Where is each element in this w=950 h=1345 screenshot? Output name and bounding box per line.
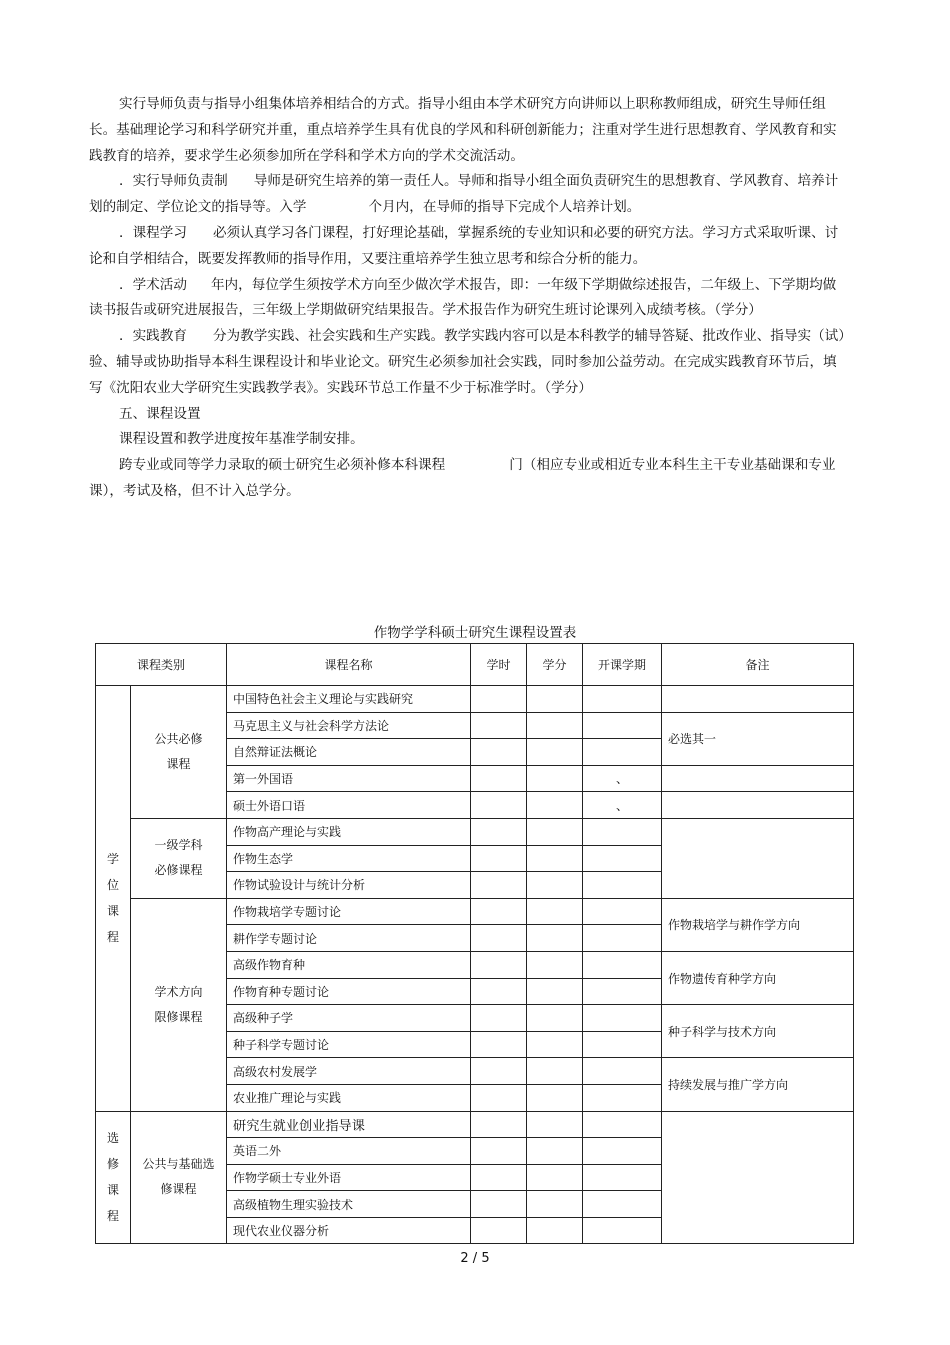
remark-direction: 持续发展与推广学方向 [662, 1058, 854, 1111]
page-number: 2 / 5 [460, 1251, 490, 1266]
header-semester: 开课学期 [583, 644, 662, 686]
course-name: 耕作学专题讨论 [227, 925, 471, 952]
header-hours: 学时 [471, 644, 527, 686]
course-name: 第一外国语 [227, 765, 471, 792]
table-row [96, 686, 854, 713]
course-name: 英语二外 [227, 1138, 471, 1165]
course-name: 作物高产理论与实践 [227, 818, 471, 845]
subgroup-public-elective: 公共与基础选修课程 [131, 1111, 227, 1244]
table-row [96, 1111, 854, 1138]
paragraph-academic-activity: ．学术活动 年内，每位学生须按学术方向至少做次学术报告，即：一年级下学期做综述报告，二年级上、下学期均做读书报告或研究进展报告，三年级上学期做研究结果报告。学术报告作为研究生班讨论课列入成绩考核。（学分） [89, 276, 837, 319]
course-name: 高级农村发展学 [227, 1058, 471, 1085]
course-name: 作物生态学 [227, 845, 471, 872]
table-row [96, 818, 854, 845]
paragraph-remedial-courses: 跨专业或同等学力录取的硕士研究生必须补修本科课程 门（相应专业或相近专业本科生主干专业基础课和专业课），考试及格，但不计入总学分。 [89, 457, 836, 499]
course-name: 高级植物生理实验技术 [227, 1191, 471, 1218]
course-name: 作物栽培学专题讨论 [227, 898, 471, 925]
course-name: 高级种子学 [227, 1005, 471, 1032]
subgroup-first-level: 一级学科必修课程 [131, 818, 227, 898]
course-name: 高级作物育种 [227, 951, 471, 978]
header-course-name: 课程名称 [227, 644, 471, 686]
header-remarks: 备注 [662, 644, 854, 686]
course-table [95, 643, 854, 1244]
remark-direction: 作物栽培学与耕作学方向 [662, 898, 854, 951]
course-name: 中国特色社会主义理论与实践研究 [227, 686, 471, 713]
course-name: 研究生就业创业指导课 [227, 1111, 471, 1138]
paragraph-mentor-system: ．实行导师负责制 导师是研究生培养的第一责任人。导师和指导小组全面负责研究生的思想教育、学风教育、培养计划的制定、学位论文的指导等。入学 个月内，在导师的指导下完成个人培养计划。 [89, 173, 839, 216]
paragraph-practice: ．实践教育 分为教学实践、社会实践和生产实践。教学实践内容可以是本科教学的辅导答疑、批改作业、指导实（试）验、辅导或协助指导本科生课程设计和毕业论文。研究生必须参加社会实践，同时参加公益劳动。在完成实践教育环节后，填写《沈阳农业大学研究生实践教学表》。实践环节总工作量不少于标准学时。（学分） [89, 328, 846, 396]
course-name: 马克思主义与社会科学方法论 [227, 712, 471, 739]
course-name: 种子科学专题讨论 [227, 1031, 471, 1058]
section-heading-courses: 五、课程设置 [119, 405, 201, 422]
remark-direction: 种子科学与技术方向 [662, 1005, 854, 1058]
header-category: 课程类别 [96, 644, 227, 686]
semester-mark: 、 [583, 765, 662, 792]
course-name: 现代农业仪器分析 [227, 1217, 471, 1244]
paragraph-mentoring: 实行导师负责与指导小组集体培养相结合的方式。指导小组由本学术研究方向讲师以上职称教师组成，研究生导师任组长。基础理论学习和科学研究并重，重点培养学生具有优良的学风和科研创新能力；注重对学生进行思想教育、学风教育和实践教育的培养，要求学生必须参加所在学科和学术方向的学术交流活动。 [89, 96, 837, 164]
remark-choose-one: 必选其一 [662, 712, 854, 765]
paragraph-course-schedule: 课程设置和教学进度按年基准学制安排。 [119, 431, 364, 448]
header-credits: 学分 [527, 644, 583, 686]
course-name: 自然辩证法概论 [227, 739, 471, 766]
body-text [89, 92, 849, 505]
group-elective-courses: 选修课程 [96, 1111, 131, 1244]
course-name: 作物育种专题讨论 [227, 978, 471, 1005]
subgroup-direction: 学术方向限修课程 [131, 898, 227, 1111]
remark-direction: 作物遗传育种学方向 [662, 951, 854, 1004]
semester-mark: 、 [583, 792, 662, 819]
course-name: 硕士外语口语 [227, 792, 471, 819]
table-title: 作物学学科硕士研究生课程设置表 [373, 625, 577, 641]
course-name: 作物学硕士专业外语 [227, 1164, 471, 1191]
course-name: 农业推广理论与实践 [227, 1084, 471, 1111]
course-name: 作物试验设计与统计分析 [227, 872, 471, 899]
group-degree-courses: 学位课程 [96, 686, 131, 1112]
paragraph-course-study: ．课程学习 必须认真学习各门课程，打好理论基础，掌握系统的专业知识和必要的研究方法。学习方式采取听课、讨论和自学相结合，既要发挥教师的指导作用，又要注重培养学生独立思考和综合分析的能力。 [89, 224, 839, 267]
table-header-row [96, 644, 854, 686]
table-row [96, 898, 854, 925]
subgroup-public-required: 公共必修课程 [131, 686, 227, 819]
